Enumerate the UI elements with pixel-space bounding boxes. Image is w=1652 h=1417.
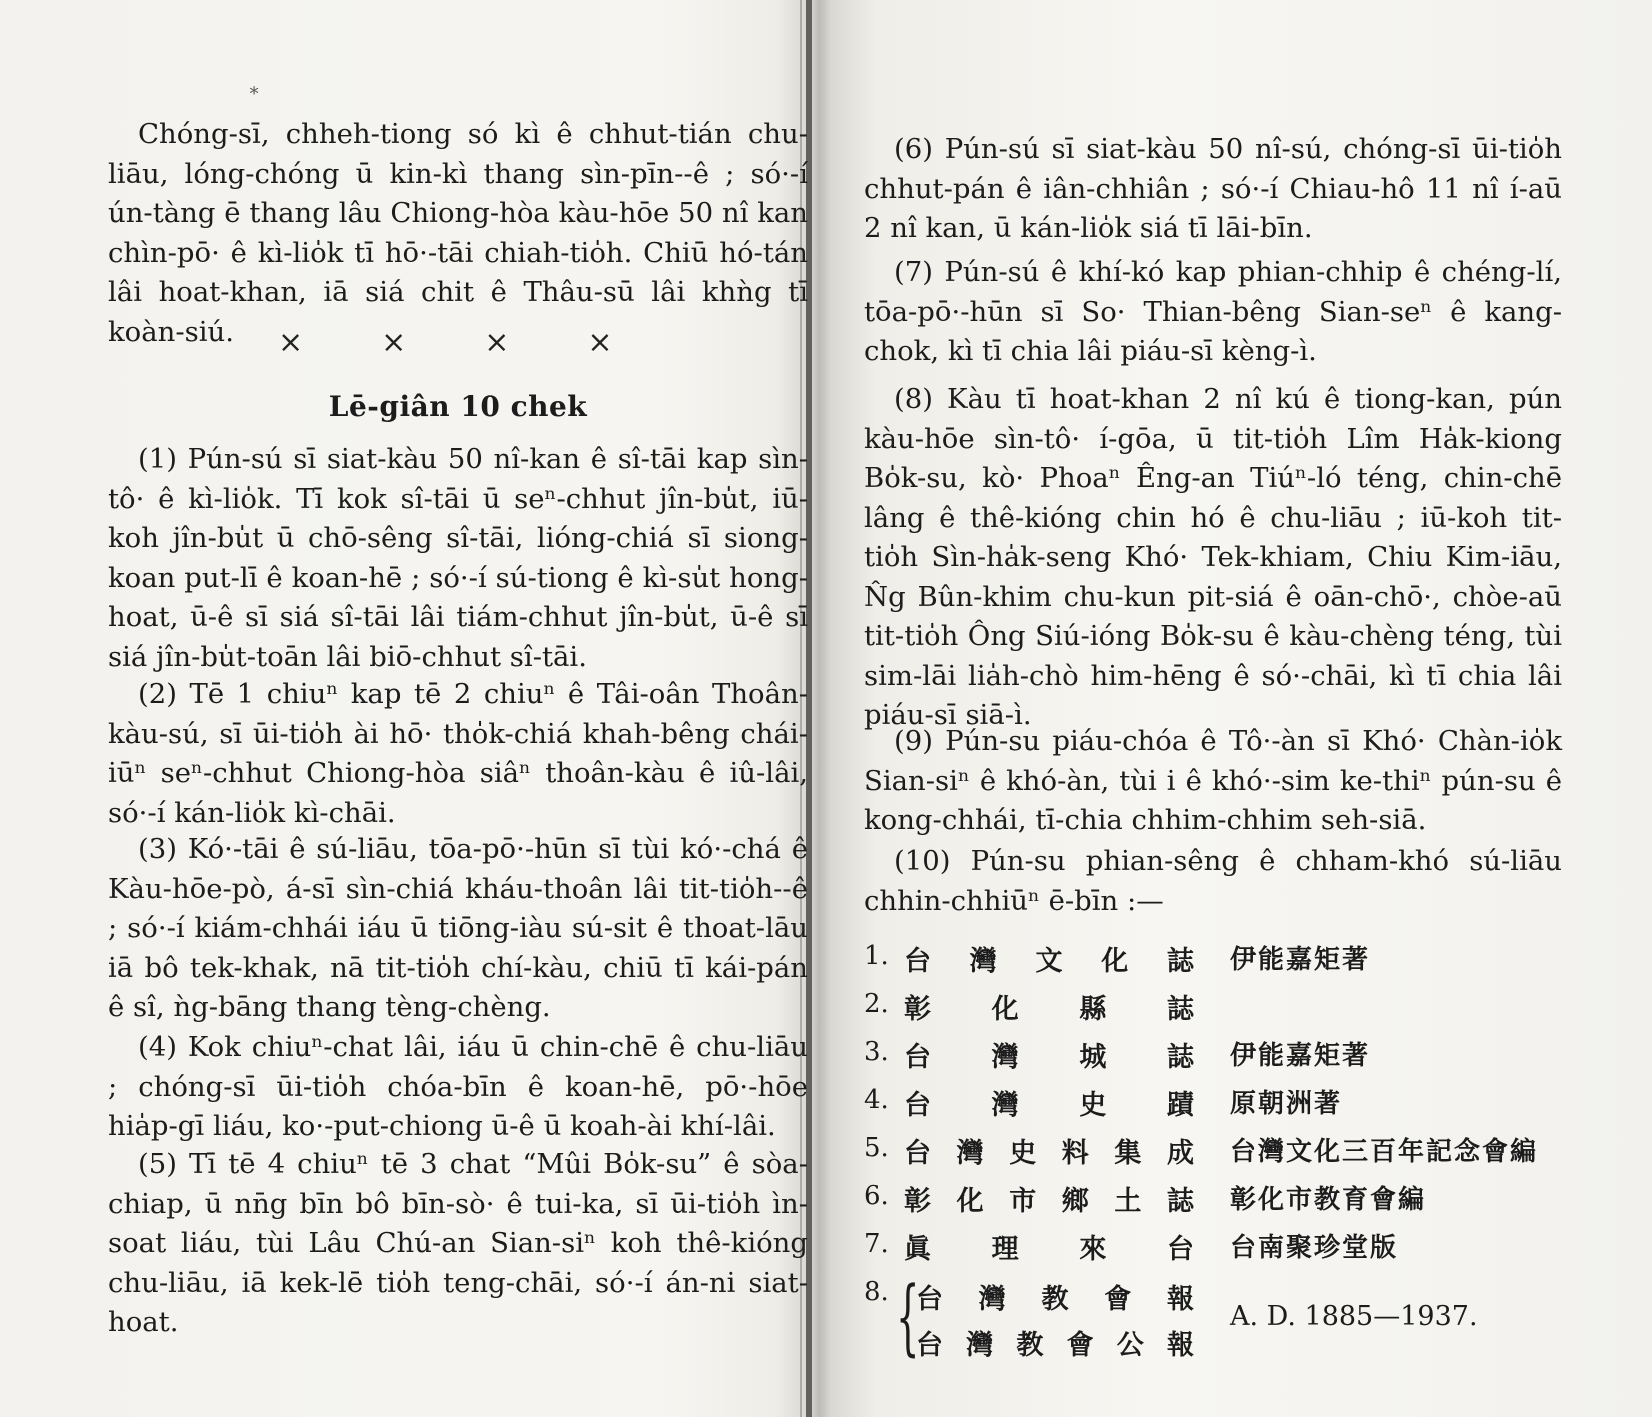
stray-mark: ∗ <box>248 80 261 101</box>
title-char: 誌 <box>1167 946 1194 977</box>
entry-title <box>904 939 1194 978</box>
note-item-10: (10) Pún-su phian-sêng ê chham-khó sú-liāu chhin-chhiūⁿ ē-bīn :— <box>864 845 1562 917</box>
title-char: 台 <box>904 1138 931 1169</box>
bibliography-entry <box>864 1223 1564 1271</box>
title-char: 市 <box>1009 1186 1037 1217</box>
title-char: 縣 <box>1079 994 1107 1025</box>
title-char: 蹟 <box>1166 1090 1194 1121</box>
separator-mark: × <box>587 325 613 360</box>
entry-number: 3. <box>864 1037 889 1067</box>
entry-title <box>904 1179 1194 1218</box>
title-char: 灣 <box>966 1330 994 1361</box>
entry-number: 4. <box>864 1085 889 1115</box>
note-item-4: (4) Kok chiuⁿ-chat lâi, iáu ū chin-chē ê chu-liāu ; chóng-sī ūi-tio̍h chóa-bīn ê koan-hē, pō·-hōe hia̍p-gī liáu, ko·-put-chiong ū-ê ū koah-ài khí-lâi. <box>108 1031 808 1142</box>
bibliography-entry <box>864 1175 1564 1223</box>
separator-mark: × <box>278 325 304 360</box>
title-char: 灣 <box>956 1138 984 1169</box>
entry-author: 原朝洲著 <box>1230 1089 1343 1119</box>
title-char: 史 <box>1079 1090 1107 1121</box>
title-char: 集 <box>1114 1138 1142 1169</box>
bibliography-entry <box>864 1031 1564 1079</box>
title-char: 彰 <box>904 1186 931 1217</box>
title-char: 報 <box>1166 1330 1194 1361</box>
entry-number: 1. <box>864 941 889 971</box>
entry-title <box>904 1035 1194 1074</box>
title-char: 誌 <box>1166 994 1194 1025</box>
title-char: 台 <box>916 1284 943 1315</box>
title-char: 化 <box>956 1186 984 1217</box>
entry-number: 7. <box>864 1229 889 1259</box>
bibliography-entry-8 <box>864 1271 1564 1371</box>
title-char: 城 <box>1079 1042 1107 1073</box>
bibliography-list <box>864 935 1564 1371</box>
entry-number: 5. <box>864 1133 889 1163</box>
section-heading: Lē-giân 10 chek <box>328 390 588 423</box>
title-char: 灣 <box>991 1090 1019 1121</box>
title-char: 理 <box>991 1234 1019 1265</box>
note-item-3: (3) Kó·-tāi ê sú-liāu, tōa-pō·-hūn sī tùi kó·-chá ê Kàu-hōe-pò, á-sī sìn-chiá kháu-thoân lâi tit-tio̍h--ê ; só·-í kiám-chhái iáu ū tiōng-iàu sú-sit ê thoat-lāu iā bô tek-khak, nā tit-tio̍h chí-kàu, chiū tī kái-pán ê sî, ǹg-bāng thang tèng-chèng. <box>108 833 808 1023</box>
title-char: 眞 <box>904 1234 931 1265</box>
separator-mark: × <box>381 325 407 360</box>
note-item-9: (9) Pún-su piáu-chóa ê Tô·-àn sī Khó· Chàn-io̍k Sian-siⁿ ê khó-àn, tùi i ê khó·-sim ke-thiⁿ pún-su ê kong-chhái, tī-chia chhim-chhim seh-siā. <box>864 725 1562 836</box>
title-char: 台 <box>904 1042 931 1073</box>
title-char: 台 <box>916 1330 943 1361</box>
left-page <box>108 0 808 1417</box>
title-char: 誌 <box>1166 1186 1194 1217</box>
entry-title <box>904 1227 1194 1266</box>
entry-number: 6. <box>864 1181 889 1211</box>
title-char: 台 <box>904 1090 931 1121</box>
entry-author: 台灣文化三百年記念會編 <box>1230 1137 1539 1167</box>
entry-title <box>904 987 1194 1026</box>
bibliography-entry <box>864 983 1564 1031</box>
intro-paragraph: Chóng-sī, chheh-tiong só kì ê chhut-tián chu-liāu, lóng-chóng ū kin-kì thang sìn-pīn--ê ; só·-í ún-tàng ē thang lâu Chiong-hòa kàu-hōe 50 nî kan chìn-pō· ê kì-lio̍k tī hō·-tāi chiah-tio̍h. Chiū hó-tán lâi hoat-khan, iā siá chit ê Thâu-sū lâi khǹg tī koàn-siú. <box>108 118 808 348</box>
title-char: 台 <box>1166 1234 1194 1265</box>
note-item-1: (1) Pún-sú sī siat-kàu 50 nî-kan ê sî-tāi kap sìn-tô· ê kì-lio̍k. Tī kok sî-tāi ū seⁿ-chhut jîn-bu̍t, iū-koh jîn-bu̍t ū chō-sêng sî-tāi, lióng-chiá sī siong-koan put-lī ê koan-hē ; só·-í sú-tiong ê kì-su̍t hong-hoat, ū-ê sī siá sî-tāi lâi tiám-chhut jîn-bu̍t, ū-ê sī siá jîn-bu̍t-toān lâi biō-chhut sî-tāi. <box>108 443 808 673</box>
bibliography-entry <box>864 1079 1564 1127</box>
note-item-2: (2) Tē 1 chiuⁿ kap tē 2 chiuⁿ ê Tâi-oân Thoân-kàu-sú, sī ūi-tio̍h ài hō· tho̍k-chiá khah-bêng chái-iūⁿ seⁿ-chhut Chiong-hòa siâⁿ thoân-kàu ê iû-lâi, só·-í kán-lio̍k kì-chāi. <box>108 678 808 829</box>
title-char: 公 <box>1116 1330 1144 1361</box>
title-char: 誌 <box>1166 1042 1194 1073</box>
entry-author: 彰化市教育會編 <box>1230 1185 1427 1215</box>
title-char: 灣 <box>991 1042 1019 1073</box>
entry-number: 2. <box>864 989 889 1019</box>
title-char: 會 <box>1104 1284 1132 1315</box>
separator-mark: × <box>484 325 510 360</box>
entry-author: 台南聚珍堂版 <box>1230 1233 1399 1263</box>
entry-title <box>904 1083 1194 1122</box>
entry-author: 伊能嘉矩著 <box>1230 945 1371 975</box>
note-item-6: (6) Pún-sú sī siat-kàu 50 nî-sú, chóng-sī ūi-tio̍h chhut-pán ê iân-chhiân ; só·-í Chiau-hô 11 nî í-aū 2 nî kan, ū kán-lio̍k siá tī lāi-bīn. <box>864 133 1562 244</box>
title-char: 台 <box>904 946 931 977</box>
entry-title-line-1 <box>916 1277 1194 1316</box>
title-char: 彰 <box>904 994 931 1025</box>
title-char: 灣 <box>978 1284 1006 1315</box>
section-separator <box>278 325 838 360</box>
title-char: 文 <box>1035 946 1063 977</box>
title-char: 史 <box>1009 1138 1037 1169</box>
title-char: 化 <box>991 994 1019 1025</box>
title-char: 教 <box>1016 1330 1044 1361</box>
bibliography-entry <box>864 935 1564 983</box>
note-item-7: (7) Pún-sú ê khí-kó kap phian-chhip ê chéng-lí, tōa-pō·-hūn sī So· Thian-bêng Sian-seⁿ ê kang-chok, kì tī chia lâi piáu-sī kèng-ì. <box>864 256 1562 367</box>
note-item-8: (8) Kàu tī hoat-khan 2 nî kú ê tiong-kan, pún kàu-hōe sìn-tô· í-gōa, ū tit-tio̍h Lîm Ha̍k-kiong Bo̍k-su, kò· Phoaⁿ Êng-an Tiúⁿ-ló téng, chin-chē lâng ê thê-kióng chin hó ê chu-liāu ; iū-koh tit-tio̍h Sìn-ha̍k-seng Khó· Tek-khiam, Chiu Kim-iāu, N̂g Bûn-khim chu-kun pit-siá ê oān-chō·, chòe-aū tit-tio̍h Ông Siú-ióng Bo̍k-su ê kàu-chèng téng, tùi sim-lāi lia̍h-chò him-hēng ê só·-chāi, kì tī chia lâi piáu-sī siā-ì. <box>864 383 1562 731</box>
entry-title-line-2 <box>916 1323 1194 1362</box>
entry-number: 8. <box>864 1277 889 1307</box>
title-char: 會 <box>1066 1330 1094 1361</box>
right-page <box>864 0 1562 1417</box>
note-item-5: (5) Tī tē 4 chiuⁿ tē 3 chat “Mûi Bo̍k-su” ê sòa-chiap, ū nn̄g bīn bô bīn-sò· ê tui-ka, sī ūi-tio̍h ìn-soat liáu, tùi Lâu Chú-an Sian-siⁿ koh thê-kióng chu-liāu, iā kek-lē tio̍h teng-chāi, só·-í án-ni siat-hoat. <box>108 1148 808 1338</box>
brace-symbol: { <box>896 1270 920 1365</box>
title-char: 教 <box>1041 1284 1069 1315</box>
title-char: 鄉 <box>1061 1186 1089 1217</box>
title-char: 報 <box>1167 1284 1194 1315</box>
title-char: 成 <box>1166 1138 1194 1169</box>
entry-title <box>904 1131 1194 1170</box>
title-char: 土 <box>1114 1186 1142 1217</box>
title-char: 化 <box>1101 946 1129 977</box>
bibliography-entry <box>864 1127 1564 1175</box>
title-char: 料 <box>1061 1138 1089 1169</box>
entry-author: 伊能嘉矩著 <box>1230 1041 1371 1071</box>
entry-date-range: A. D. 1885—1937. <box>1230 1301 1478 1332</box>
title-char: 來 <box>1079 1234 1107 1265</box>
title-char: 灣 <box>969 946 997 977</box>
